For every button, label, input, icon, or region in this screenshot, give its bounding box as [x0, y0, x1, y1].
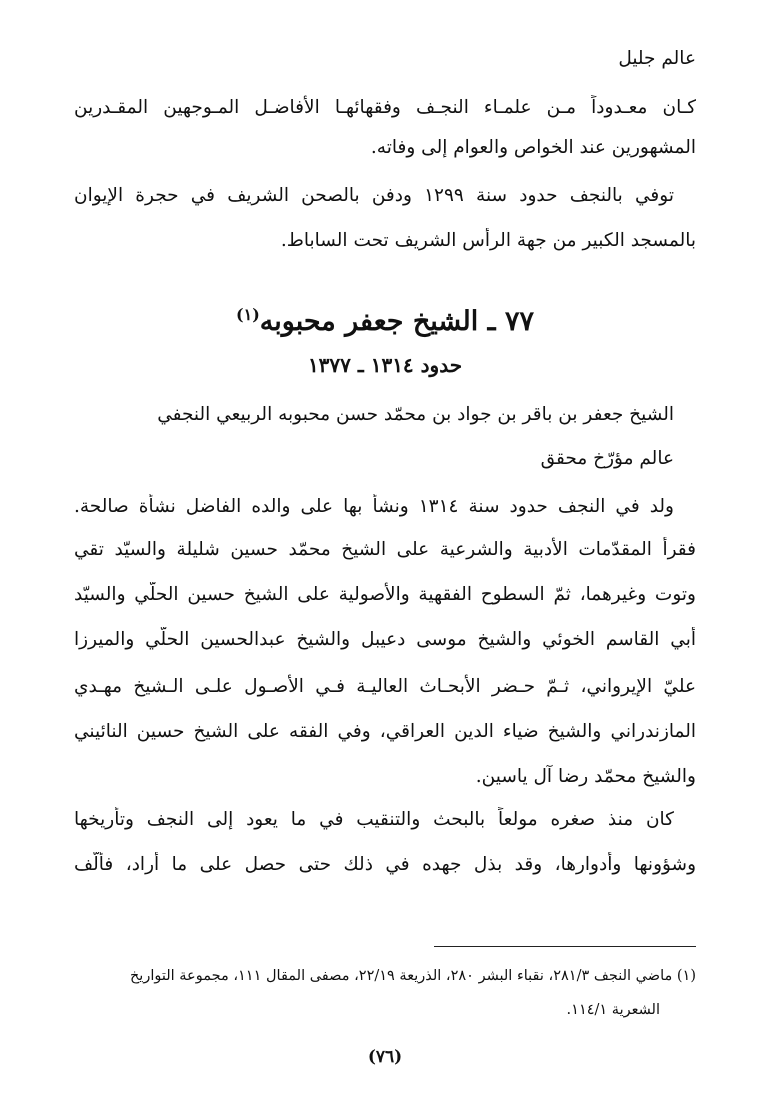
- text-line: توفي بالنجف حدود سنة ١٢٩٩ ودفن بالصحن الشريف في حجرة الإيوان: [74, 185, 674, 206]
- text-line: عالم جليل: [618, 48, 696, 69]
- text-line: كان منذ صغره مولعاً بالبحث والتنقيب في ما يعود إلى النجف وتأريخها: [74, 809, 674, 830]
- text-line: عالم مؤرّخ محقق: [540, 448, 674, 469]
- text-line: والشيخ محمّد رضا آل ياسين.: [475, 766, 696, 787]
- entry-title: ٧٧ ـ الشيخ جعفر محبوبه: [259, 306, 534, 337]
- text-line: الشيخ جعفر بن باقر بن جواد بن محمّد حسن محبوبه الربيعي النجفي: [157, 404, 674, 425]
- footnote-divider: [434, 946, 696, 947]
- footnote-line: (١) ماضي النجف ٢٨١/٣، نقباء البشر ٢٨٠، الذريعة ٢٢/١٩، مصفى المقال ١١١، مجموعة التواريخ: [129, 968, 696, 984]
- text-line: بالمسجد الكبير من جهة الرأس الشريف تحت الساباط.: [280, 230, 696, 251]
- entry-heading: [0, 298, 770, 339]
- text-line: عليّ الإيرواني، ثـمّ حـضر الأبحـاث العاليـة فـي الأصـول علـى الـشيخ مهـدي: [74, 676, 696, 697]
- text-line: أبي القاسم الخوئي والشيخ موسى دعيبل والشيخ عبدالحسين الحلّي والميرزا: [74, 629, 696, 650]
- text-line: وشؤونها وأدوارها، وقد بذل جهده في ذلك حتى حصل على ما أراد، فألّف: [74, 854, 696, 875]
- entry-dates: حدود ١٣١٤ ـ ١٣٧٧: [307, 353, 463, 377]
- text-line: وتوت وغيرهما، ثمّ السطوح الفقهية والأصولية على الشيخ حسين الحلّي والسيّد: [74, 584, 696, 605]
- text-line: فقرأ المقدّمات الأدبية والشرعية على الشيخ محمّد حسين شليلة والسيّد تقي: [74, 539, 696, 560]
- text-line: المشهورين عند الخواص والعوام إلى وفاته.: [370, 137, 696, 158]
- text-line: ولد في النجف حدود سنة ١٣١٤ ونشأ بها على والده الفاضل نشأة صالحة.: [74, 496, 674, 517]
- footnote-marker: (١): [236, 305, 260, 324]
- footnote-line: الشعرية ١١٤/١.: [566, 1002, 660, 1018]
- text-line: كـان معـدوداً مـن علمـاء النجـف وفقهائهـا الأفاضـل المـوجهين المقـدرين: [74, 97, 696, 118]
- page-number: (٧٦): [367, 1047, 403, 1067]
- text-line: المازندراني والشيخ ضياء الدين العراقي، وفي الفقه على الشيخ حسين النائيني: [74, 721, 696, 742]
